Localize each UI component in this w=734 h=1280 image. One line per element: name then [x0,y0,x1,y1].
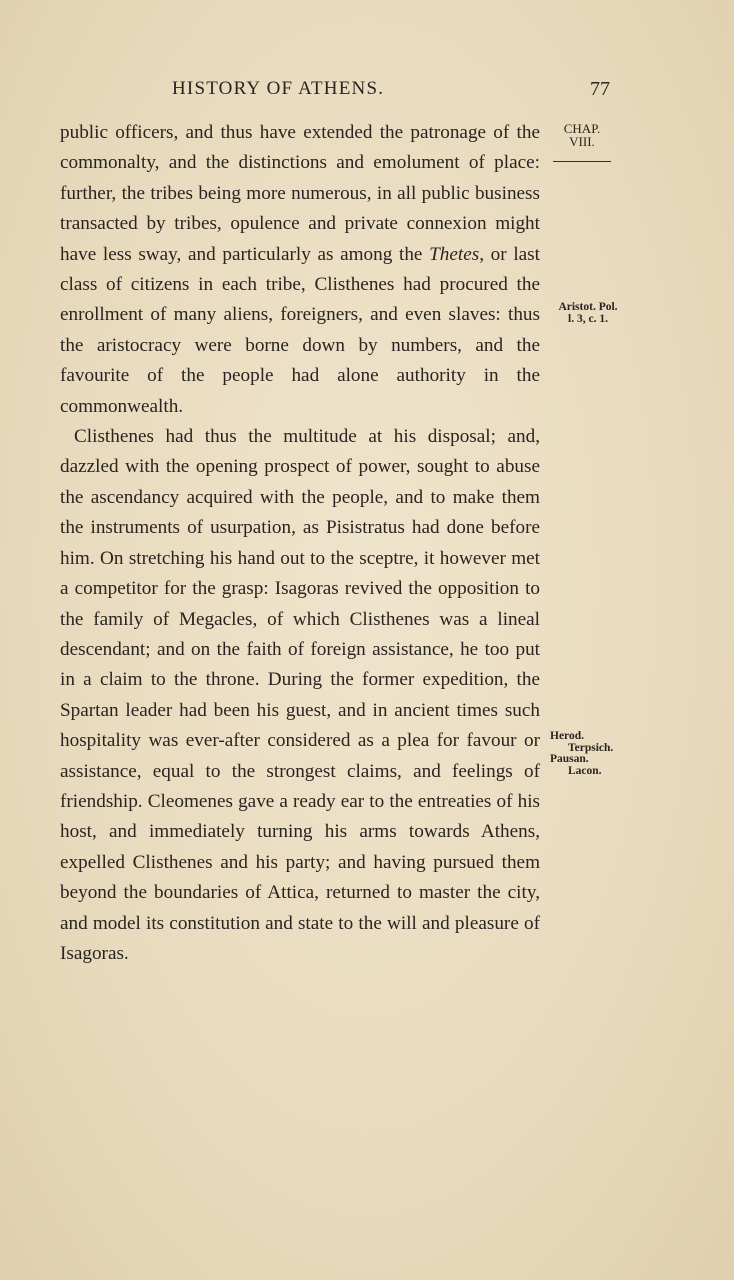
margin-note-herod-line-2: Terpsich. [568,741,614,754]
page-header [0,78,734,108]
paragraph-1-part-1: public officers, and thus have extended the patronage of the commonalty, and the distinctions and emolument of place: further, the tribes being more numerous, in all public business transacted by tribes, opulence and private connexion might have less sway, and particularly as among the [60,122,540,265]
italic-thetes: Thetes, [429,243,485,265]
margin-note-herod-line-3: Pausan. [550,753,589,765]
running-head: HISTORY OF ATHENS. [172,78,385,99]
margin-note-herod-line-4: Lacon. [568,764,602,777]
paragraph-1 [60,118,540,422]
margin-note-herodotus [550,731,620,777]
margin-note-herod-line-1: Herod. [550,730,584,742]
paragraph-1-part-2: or last class of citizens in each tribe, Clisthenes had procured the enrollment of many aliens, foreigners, and even slaves: thus the aristocracy were borne down by numbers, and the favourite of the people had alone authority in the commonwealth. [60,243,540,417]
margin-note-aristotle-line-2: l. 3, c. 1. [568,313,608,325]
chapter-marker [552,122,612,148]
chapter-number: VIII. [569,134,595,149]
margin-note-aristotle [548,301,628,325]
paragraph-2: Clisthenes had thus the multitude at his disposal; and, dazzled with the opening prospect of power, sought to abuse the ascendancy acquired with the people, and to make them the instruments of usurpation, as Pisistratus had done before him. On stretching his hand out to the sceptre, it however met a competitor for the grasp: Isagoras revived the opposition to the family of Megacles, of which Clisthenes was a lineal descendant; and on the faith of foreign assistance, he too put in a claim to the throne. During the former expedition, the Spartan leader had been his guest, and in ancient times such hospitality was ever-after considered as a plea for favour or assistance, equal to the strongest claims, and feelings of friendship. Cleomenes gave a ready ear to the entreaties of his host, and immediately turning his arms towards Athens, expelled Clisthenes and his party; and having pursued them beyond the boundaries of Attica, returned to master the city, and model its constitution and state to the will and pleasure of Isagoras. [60,426,540,964]
body-text [60,118,540,969]
page-number: 77 [590,78,610,100]
chapter-rule [553,161,611,162]
margin-note-aristotle-line-1: Aristot. Pol. [558,301,618,313]
chapter-label: CHAP. [563,121,601,136]
